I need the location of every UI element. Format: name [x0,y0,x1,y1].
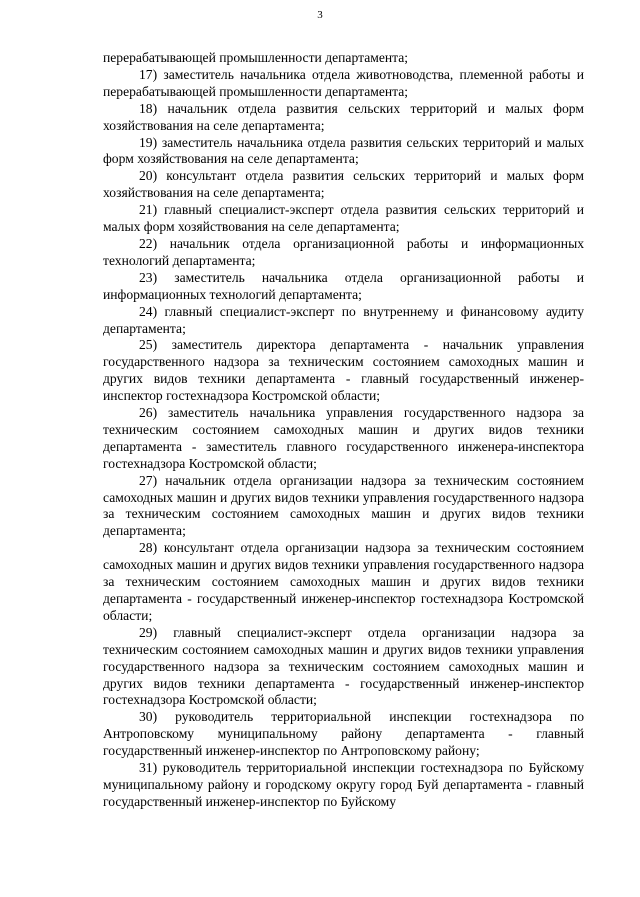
list-item-19: 19) заместитель начальника отдела развития сельских территорий и малых форм хозяйствования на селе департамента; [103,134,584,167]
list-item-18: 18) начальник отдела развития сельских территорий и малых форм хозяйствования на селе департамента; [103,100,584,133]
list-item-22: 22) начальник отдела организационной работы и информационных технологий департамента; [103,235,584,268]
list-item-23: 23) заместитель начальника отдела организационной работы и информационных технологий департамента; [103,269,584,302]
list-item-28: 28) консультант отдела организации надзора за техническим состоянием самоходных машин и других видов техники управления государственного надзора за техническим состоянием самоходных машин и других видов техники департамента - государственный инженер-инспектор гостехнадзора Костромской области; [103,540,584,623]
list-item-30: 30) руководитель территориальной инспекции гостехнадзора по Антроповскому муниципальному району департамента - главный государственный инженер-инспектор по Антроповскому району; [103,709,584,759]
lead-paragraph: перерабатывающей промышленности департамента; [103,50,409,65]
list-item-31: 31) руководитель территориальной инспекции гостехнадзора по Буйскому муниципальному району и городскому округу город Буй департамента - главный государственный инженер-инспектор по Буйскому [103,760,584,809]
document-body [103,50,584,811]
list-item-29: 29) главный специалист-эксперт отдела организации надзора за техническим состоянием самоходных машин и других видов техники управления государственного надзора за техническим состоянием самоходных машин и других видов техники департамента - государственный инженер-инспектор гостехнадзора Костромской области; [103,624,584,708]
list-item-24: 24) главный специалист-эксперт по внутреннему и финансовому аудиту департамента; [103,303,584,336]
list-item-27: 27) начальник отдела организации надзора за техническим состоянием самоходных машин и других видов техники управления государственного надзора за техническим состоянием самоходных машин и других видов техники департамента; [103,472,584,539]
list-item-17: 17) заместитель начальника отдела животноводства, племенной работы и перерабатывающей промышленности департамента; [103,66,584,99]
list-item-25: 25) заместитель директора департамента - начальник управления государственного надзора за техническим состоянием самоходных машин и других видов техники департамента - главный государственный инженер-инспектор гостехнадзора Костромской области; [103,337,584,404]
list-item-20: 20) консультант отдела развития сельских территорий и малых форм хозяйствования на селе департамента; [103,168,584,201]
page-number: 3 [317,9,323,21]
list-item-21: 21) главный специалист-эксперт отдела развития сельских территорий и малых форм хозяйствования на селе департамента; [103,202,584,235]
list-item-26: 26) заместитель начальника управления государственного надзора за техническим состоянием самоходных машин и других видов техники департамента - заместитель главного государственного инженера-инспектора гостехнадзора Костромской области; [103,405,584,471]
